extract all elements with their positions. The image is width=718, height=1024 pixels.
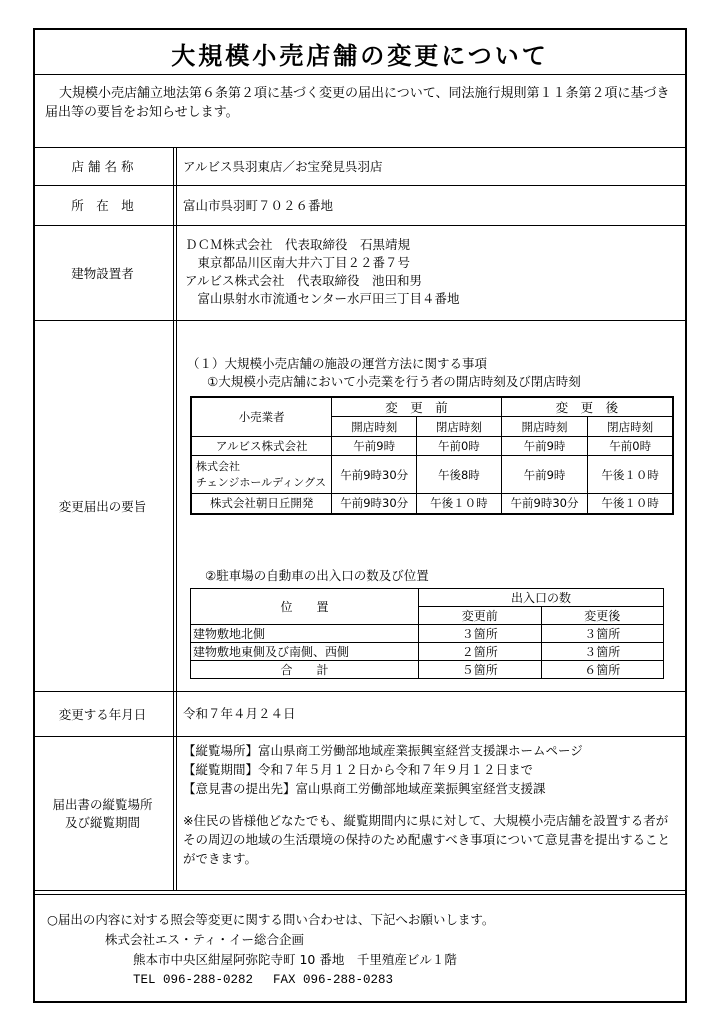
after-open: 午前9時 bbox=[501, 437, 588, 456]
operation-heading: （１）大規模小売店舗の施設の運営方法に関する事項 bbox=[187, 356, 488, 371]
contact-address: 熊本市中央区紺屋阿弥陀寺町 10 番地 千里殖産ビル１階 bbox=[133, 952, 457, 967]
location-label: 所 在 地 bbox=[71, 198, 134, 213]
count-before: ５箇所 bbox=[419, 661, 541, 679]
installer-line: 富山県射水市流通センター水戸田三丁目４番地 bbox=[185, 291, 460, 306]
table-row bbox=[191, 494, 673, 514]
contact-phone-fax: TEL 096-288-0282 FAX 096-288-0283 bbox=[133, 973, 394, 987]
table-row bbox=[191, 456, 673, 494]
before-close: 午前0時 bbox=[417, 437, 502, 456]
intro-text: 大規模小売店舗立地法第６条第２項に基づく変更の届出について、同法施行規則第１１条第２項に基づき届出等の要旨をお知らせします。 bbox=[45, 86, 670, 120]
count-before: ２箇所 bbox=[419, 643, 541, 661]
before-open: 午前9時30分 bbox=[332, 456, 417, 494]
after-open: 午前9時30分 bbox=[501, 494, 588, 514]
position-total: 合 計 bbox=[191, 661, 419, 679]
before-close: 午後8時 bbox=[417, 456, 502, 494]
count-before: ３箇所 bbox=[419, 625, 541, 643]
table-row bbox=[191, 625, 664, 643]
table-row bbox=[191, 643, 664, 661]
after-open: 午前9時 bbox=[501, 456, 588, 494]
opinion-submit-to: 【意見書の提出先】富山県商工労働部地域産業振興室経営支援課 bbox=[183, 781, 546, 796]
before-open: 午前9時30分 bbox=[332, 494, 417, 514]
col-after-open: 開店時刻 bbox=[501, 417, 588, 437]
row-store-name bbox=[35, 147, 685, 186]
col-before-open: 開店時刻 bbox=[332, 417, 417, 437]
viewing-note: ※住民の皆様他どなたでも、縦覧期間内に県に対して、大規模小売店舗を設置する者がその周辺の地域の生活環境の保持のため配慮すべき事項について意見書を提出することができます。 bbox=[183, 813, 671, 866]
col-position: 位 置 bbox=[191, 589, 419, 625]
col-before: 変更前 bbox=[419, 607, 541, 625]
change-date-value: 令和７年４月２４日 bbox=[183, 706, 296, 721]
contact-intro: ○届出の内容に対する照会等変更に関する問い合わせは、下記へお願いします。 bbox=[47, 912, 495, 927]
title-divider bbox=[35, 74, 685, 75]
contact-section bbox=[47, 910, 677, 990]
viewing-place: 【縦覧場所】富山県商工労働部地域産業振興室経営支援課ホームページ bbox=[183, 743, 583, 758]
col-entrance-count: 出入口の数 bbox=[419, 589, 664, 607]
hours-table bbox=[190, 396, 674, 515]
after-close: 午前0時 bbox=[588, 437, 673, 456]
row-change-date bbox=[35, 691, 685, 737]
row-viewing bbox=[35, 736, 685, 891]
retailer-name: 株式会社 チェンジホールディングス bbox=[191, 456, 332, 494]
count-after: ３箇所 bbox=[541, 625, 663, 643]
before-close: 午後１０時 bbox=[417, 494, 502, 514]
after-close: 午後１０時 bbox=[588, 456, 673, 494]
parking-table bbox=[190, 588, 664, 679]
before-open: 午前9時 bbox=[332, 437, 417, 456]
store-name-value: アルビス呉羽東店／お宝発見呉羽店 bbox=[183, 159, 383, 174]
installer-line: 東京都品川区南大井六丁目２２番７号 bbox=[185, 255, 411, 270]
count-after: ３箇所 bbox=[541, 643, 663, 661]
col-after: 変 更 後 bbox=[501, 397, 673, 417]
after-close: 午後１０時 bbox=[588, 494, 673, 514]
hours-heading: ①大規模小売店舗において小売業を行う者の開店時刻及び閉店時刻 bbox=[207, 374, 581, 389]
installer-list bbox=[185, 236, 679, 308]
col-before: 変 更 前 bbox=[332, 397, 501, 417]
change-date-label: 変更する年月日 bbox=[58, 706, 147, 722]
col-after-close: 閉店時刻 bbox=[588, 417, 673, 437]
installer-line: ＤＣＭ株式会社 代表取締役 石黒靖規 bbox=[185, 237, 411, 252]
store-name-label: 店 舗 名 称 bbox=[71, 159, 134, 174]
installer-label: 建物設置者 bbox=[71, 265, 134, 281]
retailer-name: 株式会社朝日丘開発 bbox=[191, 494, 332, 514]
summary-label: 変更届出の要旨 bbox=[58, 498, 147, 514]
viewing-label: 届出書の縦覧場所 及び縦覧期間 bbox=[52, 797, 153, 830]
viewing-details bbox=[183, 741, 679, 868]
position: 建物敷地北側 bbox=[191, 625, 419, 643]
viewing-period: 【縦覧期間】令和７年５月１２日から令和７年９月１２日まで bbox=[183, 762, 534, 777]
col-before-close: 閉店時刻 bbox=[417, 417, 502, 437]
contact-company: 株式会社エス・ティ・イー総合企画 bbox=[105, 932, 305, 947]
page-title: 大規模小売店舗の変更について bbox=[171, 42, 549, 70]
position: 建物敷地東側及び南側、西側 bbox=[191, 643, 419, 661]
col-after: 変更後 bbox=[541, 607, 663, 625]
table-row bbox=[191, 437, 673, 456]
retailer-name: アルビス株式会社 bbox=[191, 437, 332, 456]
notice-frame bbox=[33, 28, 687, 1003]
count-after: ６箇所 bbox=[541, 661, 663, 679]
row-installer bbox=[35, 225, 685, 321]
col-retailer: 小売業者 bbox=[191, 397, 332, 437]
location-value: 富山市呉羽町７０２６番地 bbox=[183, 198, 334, 213]
table-row bbox=[191, 661, 664, 679]
parking-heading: ②駐車場の自動車の出入口の数及び位置 bbox=[205, 568, 429, 583]
installer-line: アルビス株式会社 代表取締役 池田和男 bbox=[185, 273, 423, 288]
row-location bbox=[35, 185, 685, 226]
row-summary bbox=[35, 320, 685, 692]
